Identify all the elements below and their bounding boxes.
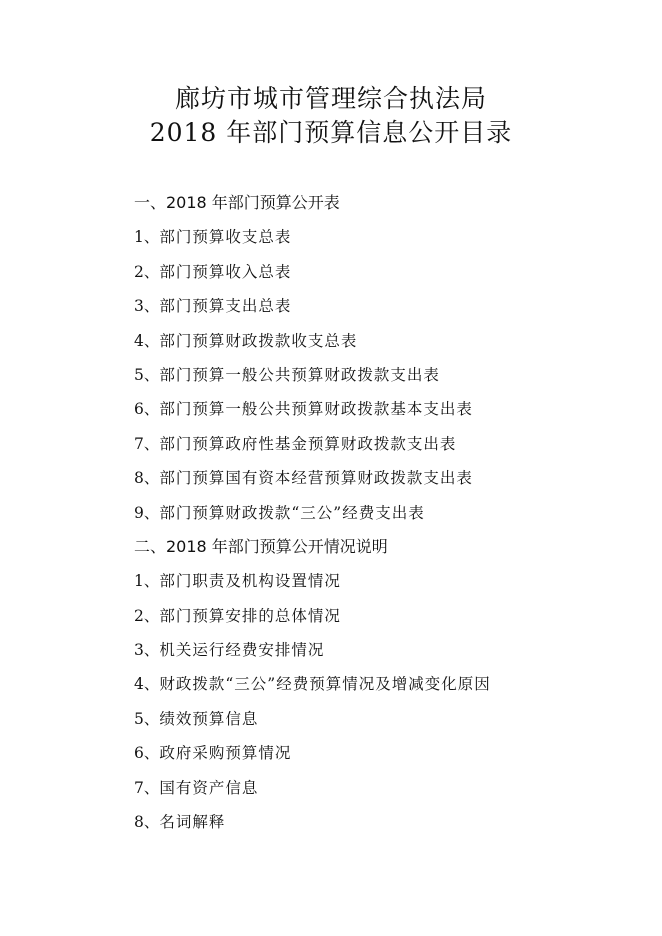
document-title: 廊坊市城市管理综合执法局 (174, 84, 487, 113)
toc-item-number: 9、 (134, 503, 160, 522)
toc-item-number: 8、 (134, 469, 160, 488)
toc-item-number: 5、 (134, 709, 160, 728)
toc-item (134, 496, 634, 530)
toc-item-text: 财政拨款“三公”经费预算情况及增减变化原因 (159, 675, 491, 694)
toc-item-text: 部门预算安排的总体情况 (159, 606, 341, 625)
toc-item-number: 3、 (134, 641, 160, 660)
toc-item (134, 805, 634, 839)
toc-item-number: 2、 (134, 606, 160, 625)
section-heading-budget-tables: 一、2018 年部门预算公开表 (134, 193, 340, 212)
toc-item-text: 部门预算收支总表 (159, 228, 292, 247)
toc-item-text: 部门预算一般公共预算财政拨款基本支出表 (159, 400, 473, 419)
toc-item (134, 702, 634, 736)
toc-item (134, 771, 634, 805)
toc-item-text: 绩效预算信息 (159, 709, 259, 728)
toc-item-text: 部门预算国有资本经营预算财政拨款支出表 (159, 469, 473, 488)
toc-item-text: 部门预算收入总表 (159, 262, 292, 281)
toc-item-number: 7、 (134, 434, 160, 453)
toc-item (134, 220, 634, 254)
toc-item-text: 国有资产信息 (159, 778, 259, 797)
toc-item-number: 4、 (134, 675, 160, 694)
toc-item-text: 政府采购预算情况 (159, 744, 292, 763)
toc-item-number: 8、 (134, 813, 160, 832)
toc-item (134, 289, 634, 323)
table-of-contents (134, 186, 634, 839)
toc-item-number: 5、 (134, 365, 160, 384)
toc-item-number: 6、 (134, 744, 160, 763)
toc-item (134, 599, 634, 633)
toc-item-number: 1、 (134, 572, 160, 591)
toc-item (134, 461, 634, 495)
toc-item-text: 部门预算一般公共预算财政拨款支出表 (159, 365, 440, 384)
toc-item (134, 564, 634, 598)
document-subtitle: 2018 年部门预算信息公开目录 (149, 118, 513, 147)
toc-item-number: 4、 (134, 331, 160, 350)
toc-item-text: 部门预算财政拨款收支总表 (159, 331, 358, 350)
toc-item-text: 名词解释 (159, 813, 226, 832)
toc-item-text: 部门职责及机构设置情况 (159, 572, 341, 591)
toc-item-number: 7、 (134, 778, 160, 797)
toc-item-number: 3、 (134, 297, 160, 316)
toc-item-text: 部门预算财政拨款“三公”经费支出表 (159, 503, 425, 522)
toc-item-text: 机关运行经费安排情况 (159, 641, 325, 660)
toc-item (134, 736, 634, 770)
toc-item (134, 633, 634, 667)
toc-item (134, 392, 634, 426)
toc-item (134, 427, 634, 461)
toc-item-number: 1、 (134, 228, 160, 247)
toc-item (134, 255, 634, 289)
toc-item (134, 358, 634, 392)
section-heading-budget-explanation: 二、2018 年部门预算公开情况说明 (134, 536, 388, 556)
toc-item-text: 部门预算支出总表 (159, 297, 292, 316)
toc-item-number: 6、 (134, 400, 160, 419)
toc-item-text: 部门预算政府性基金预算财政拨款支出表 (159, 434, 457, 453)
toc-item-number: 2、 (134, 262, 160, 281)
toc-item (134, 324, 634, 358)
toc-item (134, 667, 634, 701)
